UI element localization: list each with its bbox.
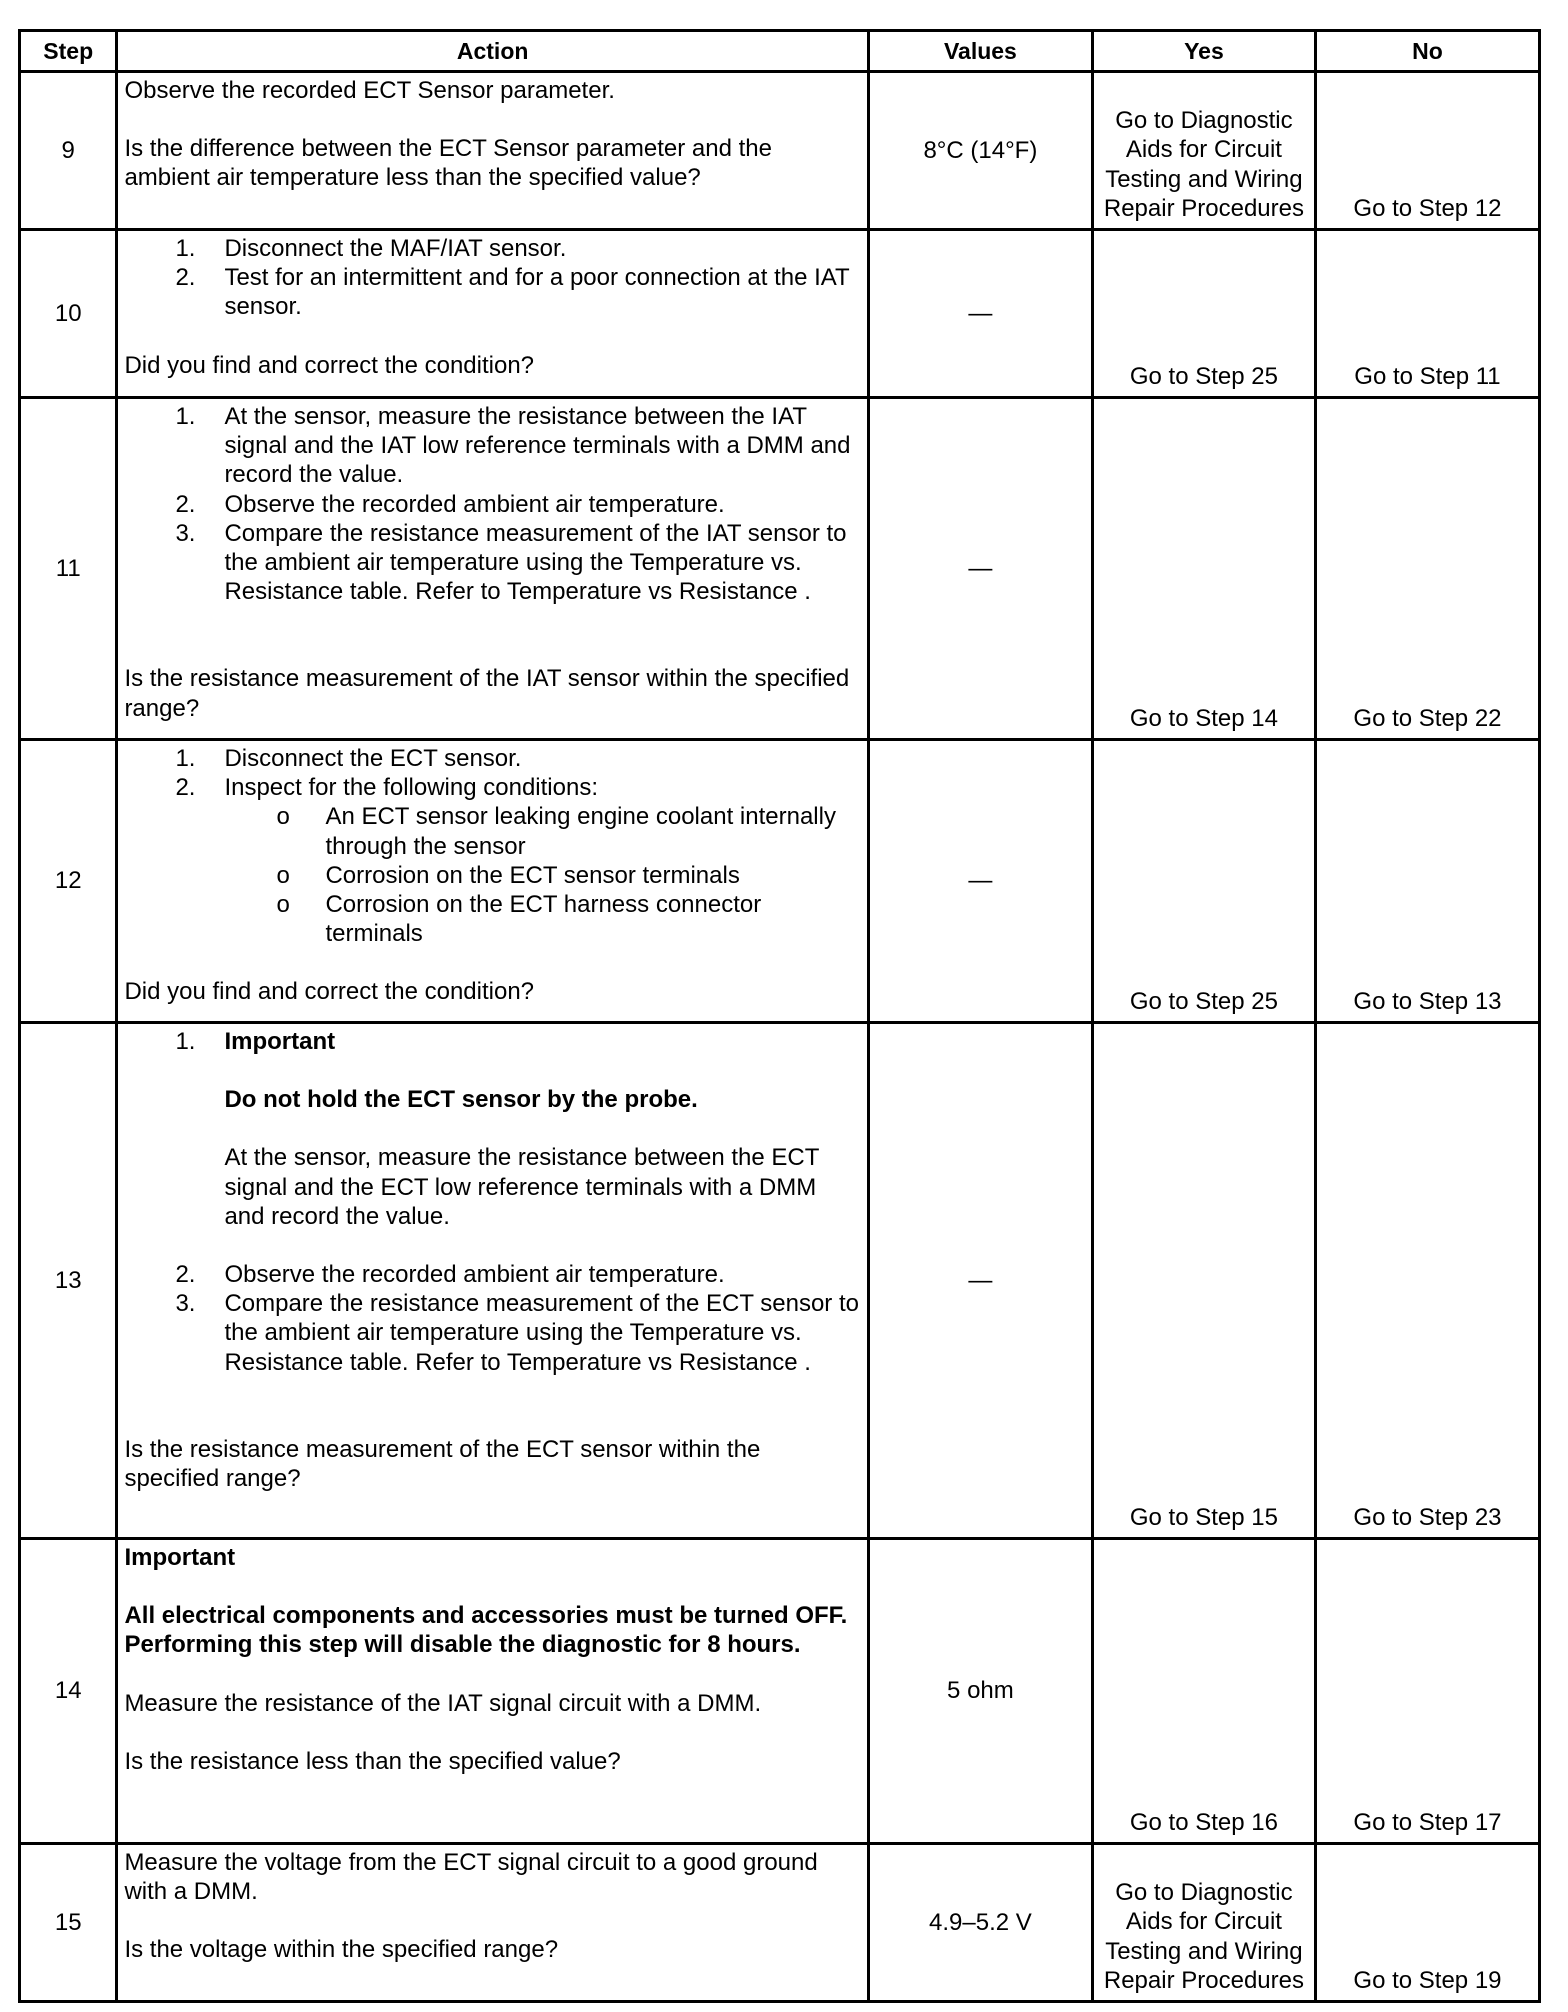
warning-text: Do not hold the ECT sensor by the probe.: [224, 1086, 698, 1114]
action-intro: Observe the recorded ECT Sensor parameter.: [124, 77, 615, 104]
values-cell: —: [868, 740, 1092, 1023]
list-item: 3. Compare the resistance measurement of the ECT sensor to the ambient air temperature using the Temperature vs. Resistance table. Refer to Temperature vs Resistance .: [175, 1290, 859, 1376]
step-number: 9: [20, 72, 117, 230]
action-question: Is the voltage within the specified range?: [124, 1936, 559, 1964]
action-list: [124, 744, 860, 948]
list-item: 1. Disconnect the MAF/IAT sensor.: [175, 235, 567, 262]
step-number: 11: [20, 398, 117, 740]
yes-cell: Go to Step 16: [1092, 1539, 1315, 1844]
diagnostic-table: [18, 29, 1541, 2003]
no-cell: Go to Step 19: [1315, 1844, 1539, 2002]
no-cell: Go to Step 11: [1315, 230, 1539, 398]
step-number: 15: [20, 1844, 117, 2002]
action-list: [124, 402, 860, 606]
values-cell: —: [868, 230, 1092, 398]
action-cell: [117, 72, 868, 230]
table-row: [20, 1844, 1540, 2002]
step-number: 14: [20, 1539, 117, 1844]
table-row: [20, 1539, 1540, 1844]
action-cell: [117, 740, 868, 1023]
yes-cell: Go to Step 14: [1092, 398, 1315, 740]
action-question: Is the resistance measurement of the ECT sensor within the specified range?: [124, 1435, 761, 1493]
action-cell: [117, 1539, 868, 1844]
important-label: Important: [224, 1028, 336, 1055]
sub-list-item: o Corrosion on the ECT sensor terminals: [276, 861, 740, 889]
values-cell: 5 ohm: [868, 1539, 1092, 1844]
list-item: 2. Observe the recorded ambient air temperature.: [175, 490, 725, 518]
values-cell: —: [868, 1023, 1092, 1539]
action-question: Did you find and correct the condition?: [124, 351, 535, 379]
action-cell: [117, 398, 868, 740]
no-cell: Go to Step 23: [1315, 1023, 1539, 1539]
sub-list-item: o Corrosion on the ECT harness connector terminals: [276, 891, 762, 948]
header-step: Step: [20, 31, 117, 72]
step-number: 12: [20, 740, 117, 1023]
important-label: Important: [124, 1544, 236, 1571]
no-cell: Go to Step 17: [1315, 1539, 1539, 1844]
values-cell: 4.9–5.2 V: [868, 1844, 1092, 2002]
action-instruction: Measure the resistance of the IAT signal circuit with a DMM.: [124, 1689, 762, 1717]
table-row: [20, 398, 1540, 740]
list-item: 2. Inspect for the following conditions:: [175, 774, 598, 802]
step-number: 13: [20, 1023, 117, 1539]
warning-text: All electrical components and accessories must be turned OFF. Performing this step will disable the diagnostic for 8 hours.: [124, 1602, 848, 1659]
list-item: 2. Observe the recorded ambient air temperature.: [175, 1261, 725, 1289]
yes-cell: Go to Step 25: [1092, 230, 1315, 398]
table-row: [20, 1023, 1540, 1539]
no-cell: Go to Step 22: [1315, 398, 1539, 740]
list-item: 1. Important Do not hold the ECT sensor by the probe. At the sensor, measure the resistance between the ECT signal and the ECT low reference terminals with a DMM and record the value.: [124, 1027, 860, 1260]
action-question: Is the difference between the ECT Sensor parameter and the ambient air temperature less than the specified value?: [124, 135, 772, 192]
header-values: Values: [868, 31, 1092, 72]
header-no: No: [1315, 31, 1539, 72]
no-cell: Go to Step 13: [1315, 740, 1539, 1023]
bullet-icon: o: [276, 861, 290, 889]
action-question: Is the resistance less than the specified value?: [124, 1747, 621, 1775]
list-item: 2. Test for an intermittent and for a poor connection at the IAT sensor.: [175, 264, 850, 321]
bullet-icon: o: [276, 803, 290, 831]
header-yes: Yes: [1092, 31, 1315, 72]
values-cell: 8°C (14°F): [868, 72, 1092, 230]
yes-cell: Go to Step 25: [1092, 740, 1315, 1023]
list-item: 1. Disconnect the ECT sensor.: [175, 745, 522, 772]
list-item: 1. At the sensor, measure the resistance between the IAT signal and the IAT low reference terminals with a DMM and record the value.: [175, 403, 851, 489]
action-cell: [117, 230, 868, 398]
action-question: Did you find and correct the condition?: [124, 978, 535, 1006]
table-row: [20, 230, 1540, 398]
action-cell: [117, 1023, 868, 1539]
values-cell: —: [868, 398, 1092, 740]
no-cell: Go to Step 12: [1315, 72, 1539, 230]
action-cell: [117, 1844, 868, 2002]
header-row: [20, 31, 1540, 72]
table-row: [20, 740, 1540, 1023]
header-action: Action: [117, 31, 868, 72]
yes-cell: Go to Diagnostic Aids for Circuit Testing and Wiring Repair Procedures: [1092, 1844, 1315, 2002]
yes-cell: Go to Diagnostic Aids for Circuit Testing and Wiring Repair Procedures: [1092, 72, 1315, 230]
table-row: [20, 72, 1540, 230]
sub-list-item: o An ECT sensor leaking engine coolant internally through the sensor: [276, 803, 836, 860]
list-item: 3. Compare the resistance measurement of the IAT sensor to the ambient air temperature using the Temperature vs. Resistance table. Refer to Temperature vs Resistance .: [175, 519, 847, 606]
action-list: [124, 1027, 860, 1377]
action-instruction: Measure the voltage from the ECT signal circuit to a good ground with a DMM.: [124, 1849, 818, 1906]
yes-cell: Go to Step 15: [1092, 1023, 1315, 1539]
bullet-icon: o: [276, 891, 290, 919]
action-question: Is the resistance measurement of the IAT sensor within the specified range?: [124, 665, 850, 722]
step-number: 10: [20, 230, 117, 398]
action-list: [124, 234, 860, 322]
